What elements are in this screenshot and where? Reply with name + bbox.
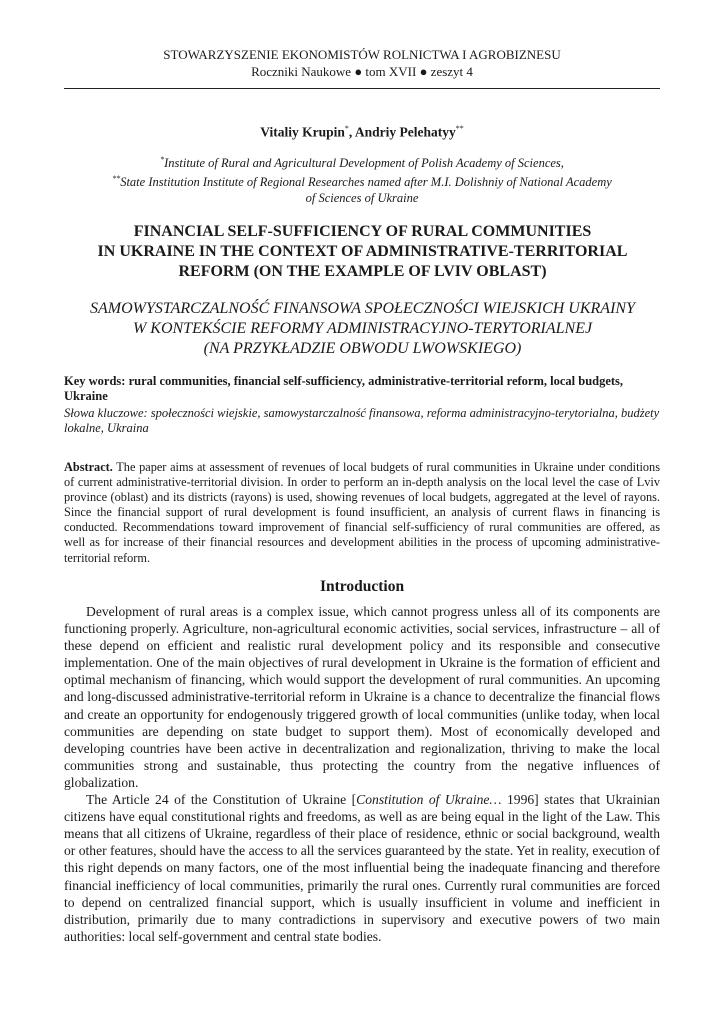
journal-issue: Roczniki Naukowe ● tom XVII ● zeszyt 4	[251, 64, 473, 79]
abstract	[64, 460, 660, 566]
paper-title-polish	[40, 299, 685, 359]
title-line: REFORM (ON THE EXAMPLE OF LVIV OBLAST)	[178, 263, 547, 280]
paper-title	[40, 222, 685, 282]
affiliation-2-cont: of Sciences of Ukraine	[305, 191, 419, 206]
affiliation-2: State Institution Institute of Regional Researches named after M.I. Dolishniy of National Academy	[120, 175, 612, 190]
keywords: Key words: rural communities, financial self-sufficiency, administrative-territorial reform, local budgets, Ukraine	[64, 374, 624, 403]
author-mark: **	[455, 124, 464, 133]
title-line: SAMOWYSTARCZALNOŚĆ FINANSOWA SPOŁECZNOŚCI WIEJSKICH UKRAINY	[90, 300, 635, 317]
journal-name: STOWARZYSZENIE EKONOMISTÓW ROLNICTWA I AGROBIZNESU	[163, 47, 561, 62]
affiliation-1: Institute of Rural and Agricultural Development of Polish Academy of Sciences,	[164, 156, 564, 171]
authors	[64, 124, 660, 141]
author-separator: ,	[348, 124, 355, 140]
paragraph: Development of rural areas is a complex issue, which cannot progress unless all of its components are functioning properly. Agriculture, non-agricultural economic activities, social services, infrastructure – all of these depend on efficient and realistic rural development policy and its responsible and consecutive implementation. One of the main objectives of rural development in Ukraine is the formation of efficient and optimal mechanism of financing, which would support the development of rural communities. An upcoming and long-discussed administrative-territorial reform in Ukraine is a chance to decentralize the financial flows and create an opportunity for endogenously triggered growth of local communities (unlike today, when local communities are depending on state budget to support them). Most of economically developed and developing countries have been active in decentralization and regionalization, thriving to make the local communities strong and sustainable, thus protecting the country from the negative influences of globalization.	[64, 604, 660, 790]
paragraph-text: 1996] states that Ukrainian citizens have equal constitutional rights and freedoms, as well as are being equal in the light of the Law. This means that all citizens of Ukraine, regardless of their place of residence, ethnic or social background, wealth or other features, should have the access to all the services guaranteed by the state. Yet in reality, execution of this right depends on many factors, one of the most influential being the inadequate financing and therefore financial inefficiency of local communities, primarily the rural ones. Currently rural communities are forced to depend on centralized financial support, which is usually insufficient in volume and inefficient in distribution, primarily due to many contradictions in supervisory and executive powers of two main authorities: local self-government and central state bodies.	[64, 792, 660, 944]
title-line: (NA PRZYKŁADZIE OBWODU LWOWSKIEGO)	[203, 340, 522, 357]
author-name: Andriy Pelehatyy	[354, 124, 456, 140]
paragraph-text: The Article 24 of the Constitution of Ukraine [	[86, 792, 357, 808]
keywords-polish: Słowa kluczowe: społeczności wiejskie, samowystarczalność finansowa, reforma administracyjno-terytorialna, budżety lokalne, Ukraina	[64, 406, 660, 435]
title-line: W KONTEKŚCIE REFORMY ADMINISTRACYJNO-TERYTORIALNEJ	[132, 320, 593, 337]
affiliations	[74, 152, 650, 206]
title-line: IN UKRAINE IN THE CONTEXT OF ADMINISTRATIVE-TERRITORIAL	[97, 243, 628, 260]
author-mark: *	[344, 124, 349, 133]
abstract-text: The paper aims at assessment of revenues of local budgets of rural communities in Ukraine under conditions of current administrative-territorial division. In order to perform an in-depth analysis on the local level the case of Lviv province (oblast) and its districts (rayons) is used, showing revenues of local budgets, aggregated at the level of rayons. Since the financial support of rural development is found insufficient, an analysis of current flaws in financing is conducted. Recommendations toward improvement of financial self-sufficiency of rural communities are offered, as well as for increase of their financial resources and development abilities in the process of upcoming administrative-territorial reform.	[64, 460, 660, 565]
abstract-label: Abstract.	[64, 460, 113, 474]
citation: Constitution of Ukraine…	[356, 792, 502, 808]
affiliation-mark: *	[160, 155, 165, 164]
section-heading: Introduction	[319, 578, 405, 595]
affiliation-mark: **	[112, 174, 121, 184]
header-divider	[64, 88, 660, 89]
title-line: FINANCIAL SELF-SUFFICIENCY OF RURAL COMMUNITIES	[133, 223, 592, 240]
author-name: Vitaliy Krupin	[260, 124, 345, 140]
body-text	[64, 603, 660, 945]
journal-header	[64, 46, 660, 80]
paragraph	[64, 791, 660, 945]
